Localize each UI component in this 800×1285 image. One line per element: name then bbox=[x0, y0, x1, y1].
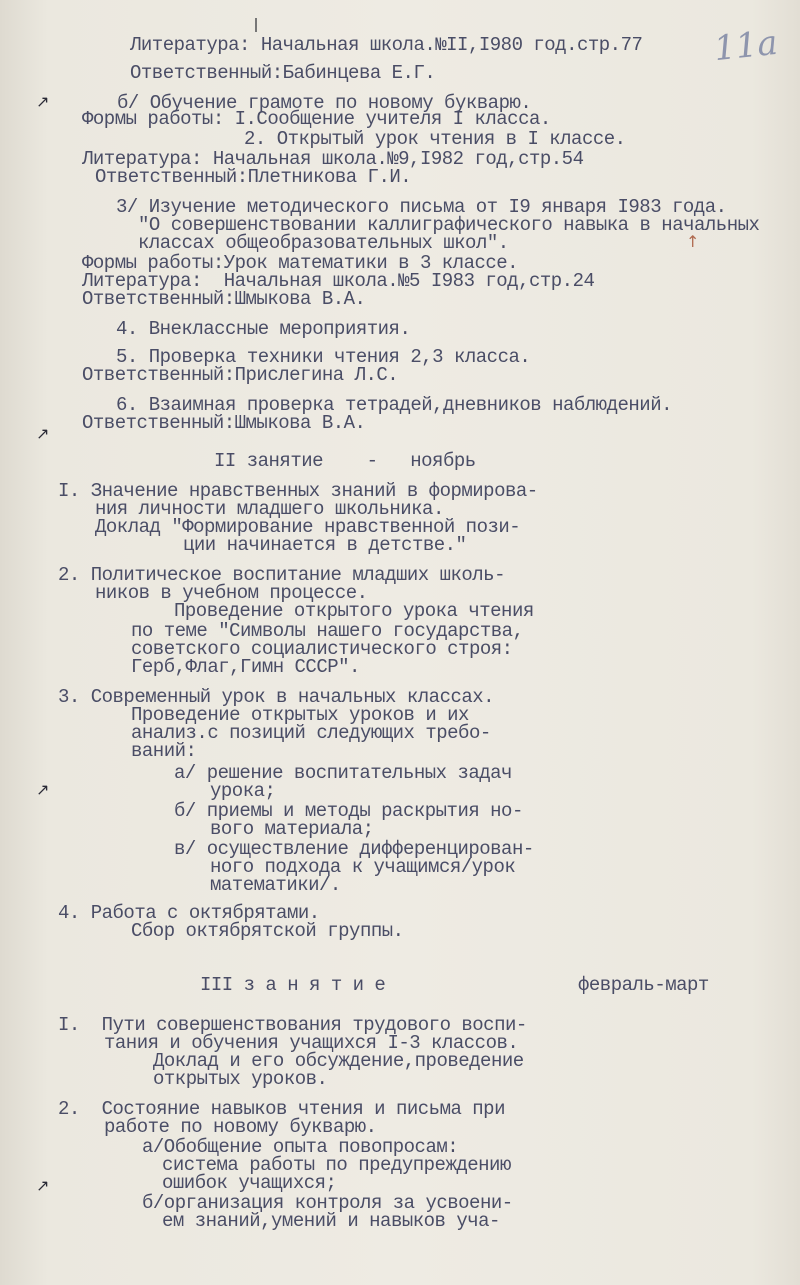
text-line: работе по новому букварю. bbox=[104, 1116, 377, 1138]
text-line: Литература: Начальная школа.№9,I982 год,стр.54 bbox=[82, 148, 584, 170]
text-line: I. Пути совершенствования трудового воспи- bbox=[58, 1014, 527, 1036]
text-line: ваний: bbox=[131, 740, 197, 762]
text-line: Доклад и его обсуждение,проведение bbox=[153, 1050, 524, 1072]
text-line: Проведение открытого урока чтения bbox=[174, 600, 534, 622]
text-line: Ответственный:Шмыкова В.А. bbox=[82, 288, 366, 310]
top-tick-mark bbox=[255, 18, 257, 32]
text-line: I. Значение нравственных знаний в формирова- bbox=[58, 480, 538, 502]
text-line: 4. Внеклассные мероприятия. bbox=[116, 318, 411, 340]
text-line: Формы работы:Урок математики в 3 классе. bbox=[82, 252, 519, 274]
text-line: ного подхода к учащимся/урок bbox=[210, 856, 516, 878]
text-line: а/Обобщение опыта повопросам: bbox=[142, 1136, 459, 1158]
text-line: Ответственный:Прислегина Л.С. bbox=[82, 364, 399, 386]
text-line: Ответственный:Плетникова Г.И. bbox=[95, 166, 412, 188]
text-line: 5. Проверка техники чтения 2,3 класса. bbox=[116, 346, 531, 368]
text-line: б/ Обучение грамоте по новому букварю. bbox=[117, 92, 532, 114]
margin-tick-mark: ↗ bbox=[36, 780, 50, 799]
text-line: а/ решение воспитательных задач bbox=[174, 762, 512, 784]
text-line: 6. Взаимная проверка тетрадей,дневников наблюдений. bbox=[116, 394, 672, 416]
text-line: 3. Современный урок в начальных классах. bbox=[58, 686, 495, 708]
section-date: февраль-март bbox=[578, 974, 709, 996]
section-heading: II занятие - ноябрь bbox=[214, 450, 476, 472]
text-line: Ответственный:Бабинцева Е.Г. bbox=[130, 62, 436, 84]
margin-tick-mark: ↗ bbox=[36, 424, 50, 443]
text-line: по теме "Символы нашего государства, bbox=[131, 620, 524, 642]
text-line: вого материала; bbox=[210, 818, 374, 840]
text-line: Доклад "Формирование нравственной пози- bbox=[95, 516, 521, 538]
text-line: классах общеобразовательных школ". bbox=[138, 232, 509, 254]
text-line: математики/. bbox=[210, 874, 341, 896]
section-heading: III з а н я т и е bbox=[200, 974, 386, 996]
text-line: Литература: Начальная школа.№5 I983 год,стр.24 bbox=[82, 270, 595, 292]
text-line: система работы по предупреждению bbox=[162, 1154, 511, 1176]
text-line: тания и обучения учащихся I-3 классов. bbox=[104, 1032, 519, 1054]
text-line: урока; bbox=[210, 780, 276, 802]
text-line: открытых уроков. bbox=[153, 1068, 328, 1090]
text-line: 3/ Изучение методического письма от I9 января I983 года. bbox=[116, 196, 727, 218]
text-line: Формы работы: I.Сообщение учителя I класса. bbox=[82, 108, 551, 130]
text-line: 2. Состояние навыков чтения и письма при bbox=[58, 1098, 505, 1120]
text-line: 2. Политическое воспитание младших школь- bbox=[58, 564, 505, 586]
text-line: ции начинается в детстве." bbox=[183, 534, 467, 556]
text-line: ошибок учащихся; bbox=[162, 1172, 337, 1194]
text-line: б/ приемы и методы раскрытия но- bbox=[174, 800, 523, 822]
text-line: Проведение открытых уроков и их bbox=[131, 704, 469, 726]
text-line: 2. Открытый урок чтения в I классе. bbox=[244, 128, 626, 150]
text-line: Литература: Начальная школа.№II,I980 год.стр.77 bbox=[130, 34, 643, 56]
margin-tick-mark: ↑ bbox=[686, 232, 700, 251]
corner-page-number: 11а bbox=[712, 22, 780, 70]
text-line: 4. Работа с октябрятами. bbox=[58, 902, 320, 924]
text-line: Герб,Флаг,Гимн СССР". bbox=[131, 656, 360, 678]
margin-tick-mark: ↗ bbox=[36, 92, 50, 111]
text-line: б/организация контроля за усвоени- bbox=[142, 1192, 513, 1214]
text-line: в/ осуществление дифференцирован- bbox=[174, 838, 534, 860]
text-line: Сбор октябрятской группы. bbox=[131, 920, 404, 942]
text-line: советского социалистического строя: bbox=[131, 638, 513, 660]
margin-tick-mark: ↗ bbox=[36, 1176, 50, 1195]
text-line: Ответственный:Шмыкова В.А. bbox=[82, 412, 366, 434]
text-line: ников в учебном процессе. bbox=[95, 582, 368, 604]
text-line: ния личности младшего школьника. bbox=[95, 498, 444, 520]
text-line: анализ.с позиций следующих требо- bbox=[131, 722, 491, 744]
text-line: ем знаний,умений и навыков уча- bbox=[162, 1210, 500, 1232]
text-line: "О совершенствовании каллиграфического навыка в начальных bbox=[138, 214, 760, 236]
